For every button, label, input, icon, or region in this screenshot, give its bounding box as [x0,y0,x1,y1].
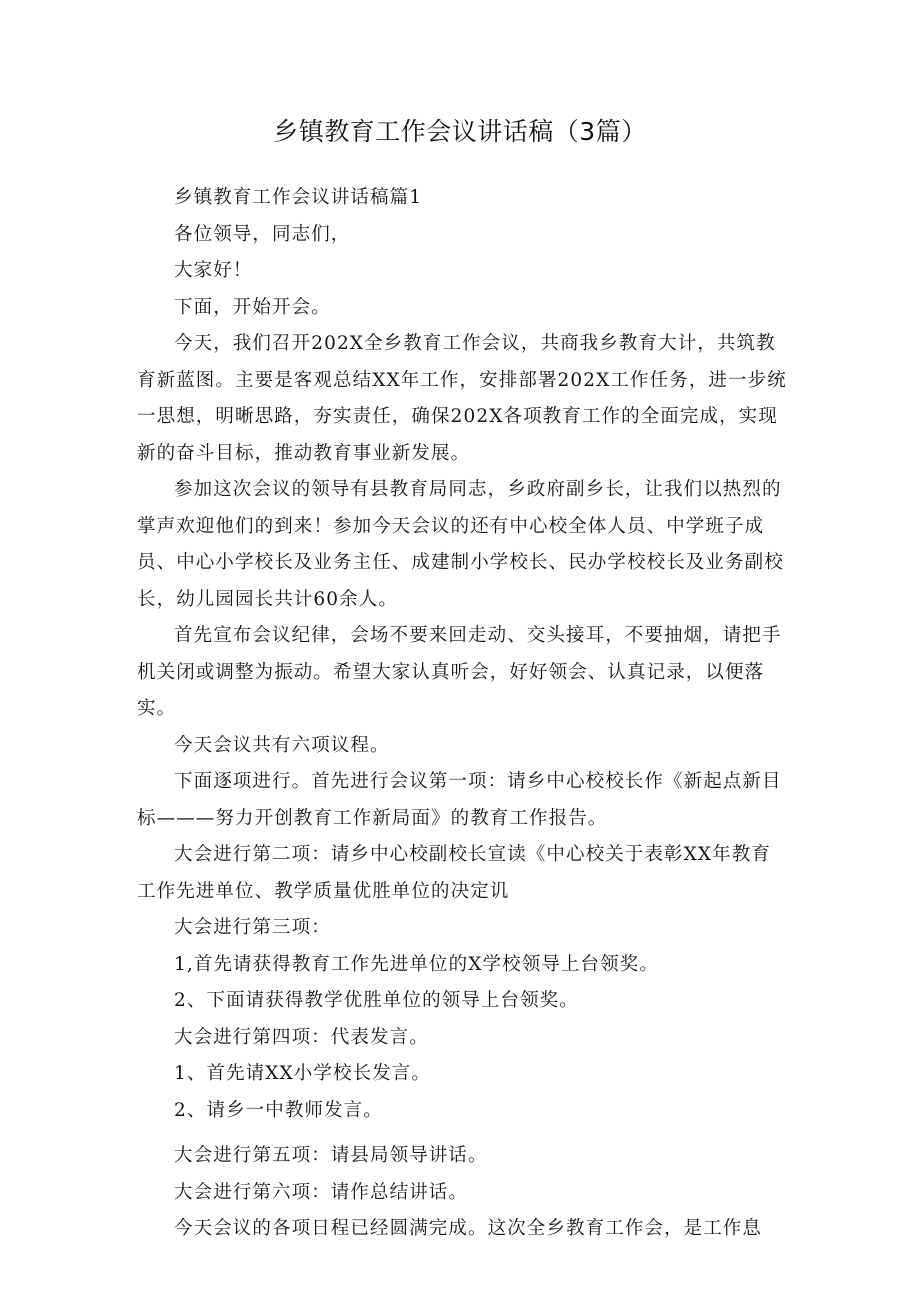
document-body [137,180,790,1248]
paragraph: 下面，开始开会。 [174,296,331,318]
agenda-item: 大会进行第四项：代表发言。 [174,1026,429,1048]
list-item: 1、首先请XX小学校长发言。 [174,1063,432,1084]
paragraph: 今天会议的各项日程已经圆满完成。这次全乡教育工作会，是工作息 [174,1218,763,1239]
agenda-item: 大会进行第五项：请县局领导讲话。 [174,1145,488,1166]
paragraph: 大会进行第二项：请乡中心校副校长宣读《中心校关于表彰XX年教育工作先进单位、教学质量优胜单位的决定讥 [137,844,771,902]
list-item: 2、请乡一中教师发言。 [174,1099,383,1121]
salutation: 各位领导，同志们， [174,223,351,245]
paragraph: 今天会议共有六项议程。 [174,734,390,756]
agenda-item: 大会进行第三项： [174,917,331,938]
greeting: 大家好！ [174,260,253,281]
paragraph: 参加这次会议的领导有县教育局同志，乡政府副乡长，让我们以热烈的掌声欢迎他们的到来！参加今天会议的还有中心校全体人员、中学班子成员、中心小学校长及业务主任、成建制小学校长、民办学校校长及业务副校长，幼儿园园长共计60余人。 [137,479,784,610]
paragraph: 今天，我们召开202X全乡教育工作会议，共商我乡教育大计，共筑教育新蓝图。主要是客观总结XX年工作，安排部署202X工作任务，进一步统一思想，明晰思路，夯实责任，确保202X各项教育工作的全面完成，实现新的奋斗目标，推动教育事业新发展。 [137,333,787,464]
paragraph: 首先宣布会议纪律，会场不要来回走动、交头接耳，不要抽烟，请把手机关闭或调整为振动。希望大家认真听会，好好领会、认真记录，以便落实。 [137,625,782,719]
paragraph: 下面逐项进行。首先进行会议第一项：请乡中心校校长作《新起点新目标———努力开创教育工作新局面》的教育工作报告。 [137,771,782,829]
list-item: 1,首先请获得教育工作先进单位的X学校领导上台领奖。 [174,953,659,975]
list-item: 2、下面请获得教学优胜单位的领导上台领奖。 [174,990,579,1011]
document-title: 乡镇教育工作会议讲话稿（3篇） [273,117,647,146]
section-heading: 乡镇教育工作会议讲话稿篇1 [174,187,423,208]
agenda-item: 大会进行第六项：请作总结讲话。 [174,1181,469,1203]
